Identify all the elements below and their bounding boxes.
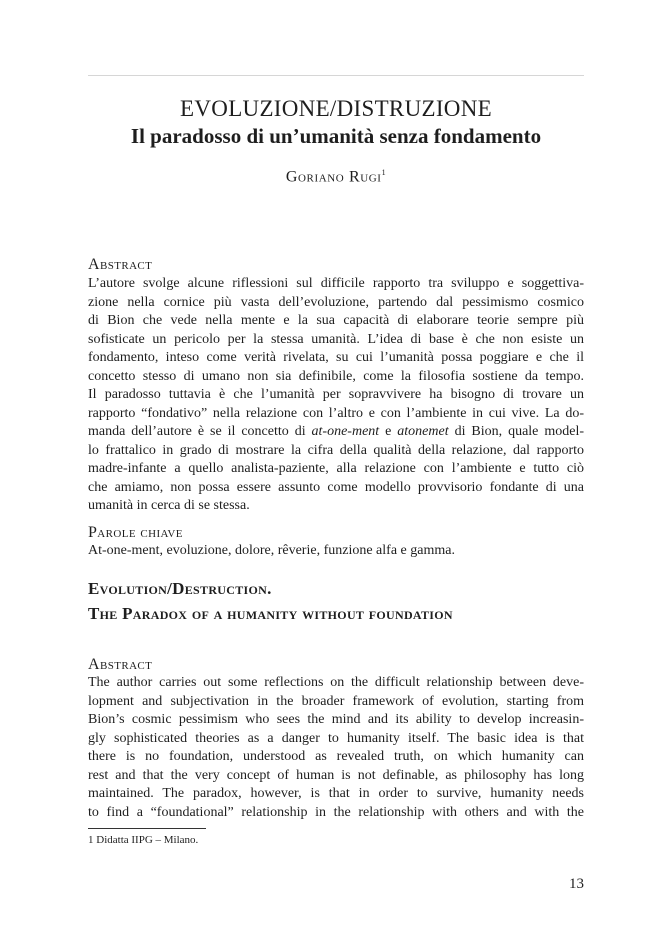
abstract-en-line: gly sophisticated theories as a danger to humanity itself. The basic idea is that [88, 730, 584, 746]
abstract-it-line: rapporto “fondativo” nella relazione con l’altro e con l’ambiente in cui vive. La do- [88, 405, 584, 421]
keywords-heading: Parole chiave [88, 524, 183, 541]
abstract-en-line: Bion’s cosmic pessimism who sees the mind and its ability to develop increasin- [88, 712, 584, 727]
footnote-rule [88, 828, 206, 829]
italic-term: atonemet [397, 424, 449, 439]
line-part: e [379, 424, 398, 439]
header-rule [88, 75, 584, 76]
author-name [88, 168, 584, 186]
author-name-text: Goriano Rugi [285, 168, 382, 186]
english-title-line2: The Paradox of a humanity without foundation [88, 604, 453, 623]
abstract-en-line: The author carries out some reflections on the difficult relationship between deve- [88, 675, 584, 690]
abstract-it-line: zione nella cornice più vasta dell’evoluzione, partendo dal pessimismo cosmico [88, 294, 584, 310]
abstract-it-line: umanità in cerca di se stessa. [88, 498, 250, 513]
keywords-text: At-one-ment, evoluzione, dolore, rêverie, funzione alfa e gamma. [88, 543, 455, 558]
abstract-en-line: maintained. The paradox, however, is that in order to survive, humanity needs [88, 786, 584, 801]
abstract-it-line: Il paradosso tuttavia è che l’umanità per sopravvivere ha bisogno di trovare un [88, 387, 584, 402]
abstract-en-text [88, 674, 584, 822]
abstract-it-line: concetto stesso di umano non sia definibile, come la filosofia sostiene da tempo. [88, 368, 584, 384]
author-footnote-mark: 1 [381, 168, 387, 177]
article-subtitle: Il paradosso di un’umanità senza fondamento [130, 124, 542, 148]
abstract-it-line: L’autore svolge alcune riflessioni sul difficile rapporto tra sviluppo e soggettiva- [88, 276, 584, 291]
abstract-it-line-with-italics [88, 423, 584, 442]
abstract-it-line: lo frattalico in grado di mostrare la cifra della qualità della relazione, dal rapporto [88, 442, 584, 458]
abstract-en-line: to find a “foundational” relationship in the relationship with others and with the [88, 804, 584, 820]
italic-term: at-one-ment [311, 424, 380, 439]
english-title [88, 576, 584, 626]
abstract-it-line: sofisticate un pericolo per la stessa umanità. L’idea di base è che non esiste un [88, 331, 584, 347]
abstract-it-text [88, 275, 584, 516]
abstract-en-line: lopment and subjectivation in the broader framework of evolution, starting from [88, 693, 584, 709]
line-part: manda dell’autore è se il concetto di [88, 424, 312, 439]
page-number: 13 [569, 876, 584, 892]
line-part: di Bion, quale model- [448, 424, 584, 439]
english-title-line1: Evolution/Destruction. [88, 579, 272, 598]
abstract-it-line: che amiamo, non possa essere assunto come modello provvisorio fondante di una [88, 479, 584, 495]
abstract-it-line: di Bion che vede nella mente e la sua capacità di elaborare teorie sempre più [88, 313, 584, 328]
article-title: EVOLUZIONE/DISTRUZIONE [180, 96, 492, 121]
footnote: 1 Didatta IIPG – Milano. [88, 834, 199, 846]
abstract-en-heading: Abstract [88, 656, 153, 673]
abstract-en-line: there is no foundation, understood as revealed truth, on which humanity can [88, 749, 584, 764]
abstract-en-line: rest and that the very concept of human is not definable, as philosophy has long [88, 767, 584, 783]
abstract-it-heading: Abstract [88, 256, 153, 273]
abstract-it-line: madre-infante a quello analista-paziente, alla relazione con l’ambiente e tutto ciò [88, 461, 584, 476]
abstract-it-line: fondamento, inteso come verità rivelata, su cui l’umanità possa poggiare e che il [88, 350, 584, 365]
